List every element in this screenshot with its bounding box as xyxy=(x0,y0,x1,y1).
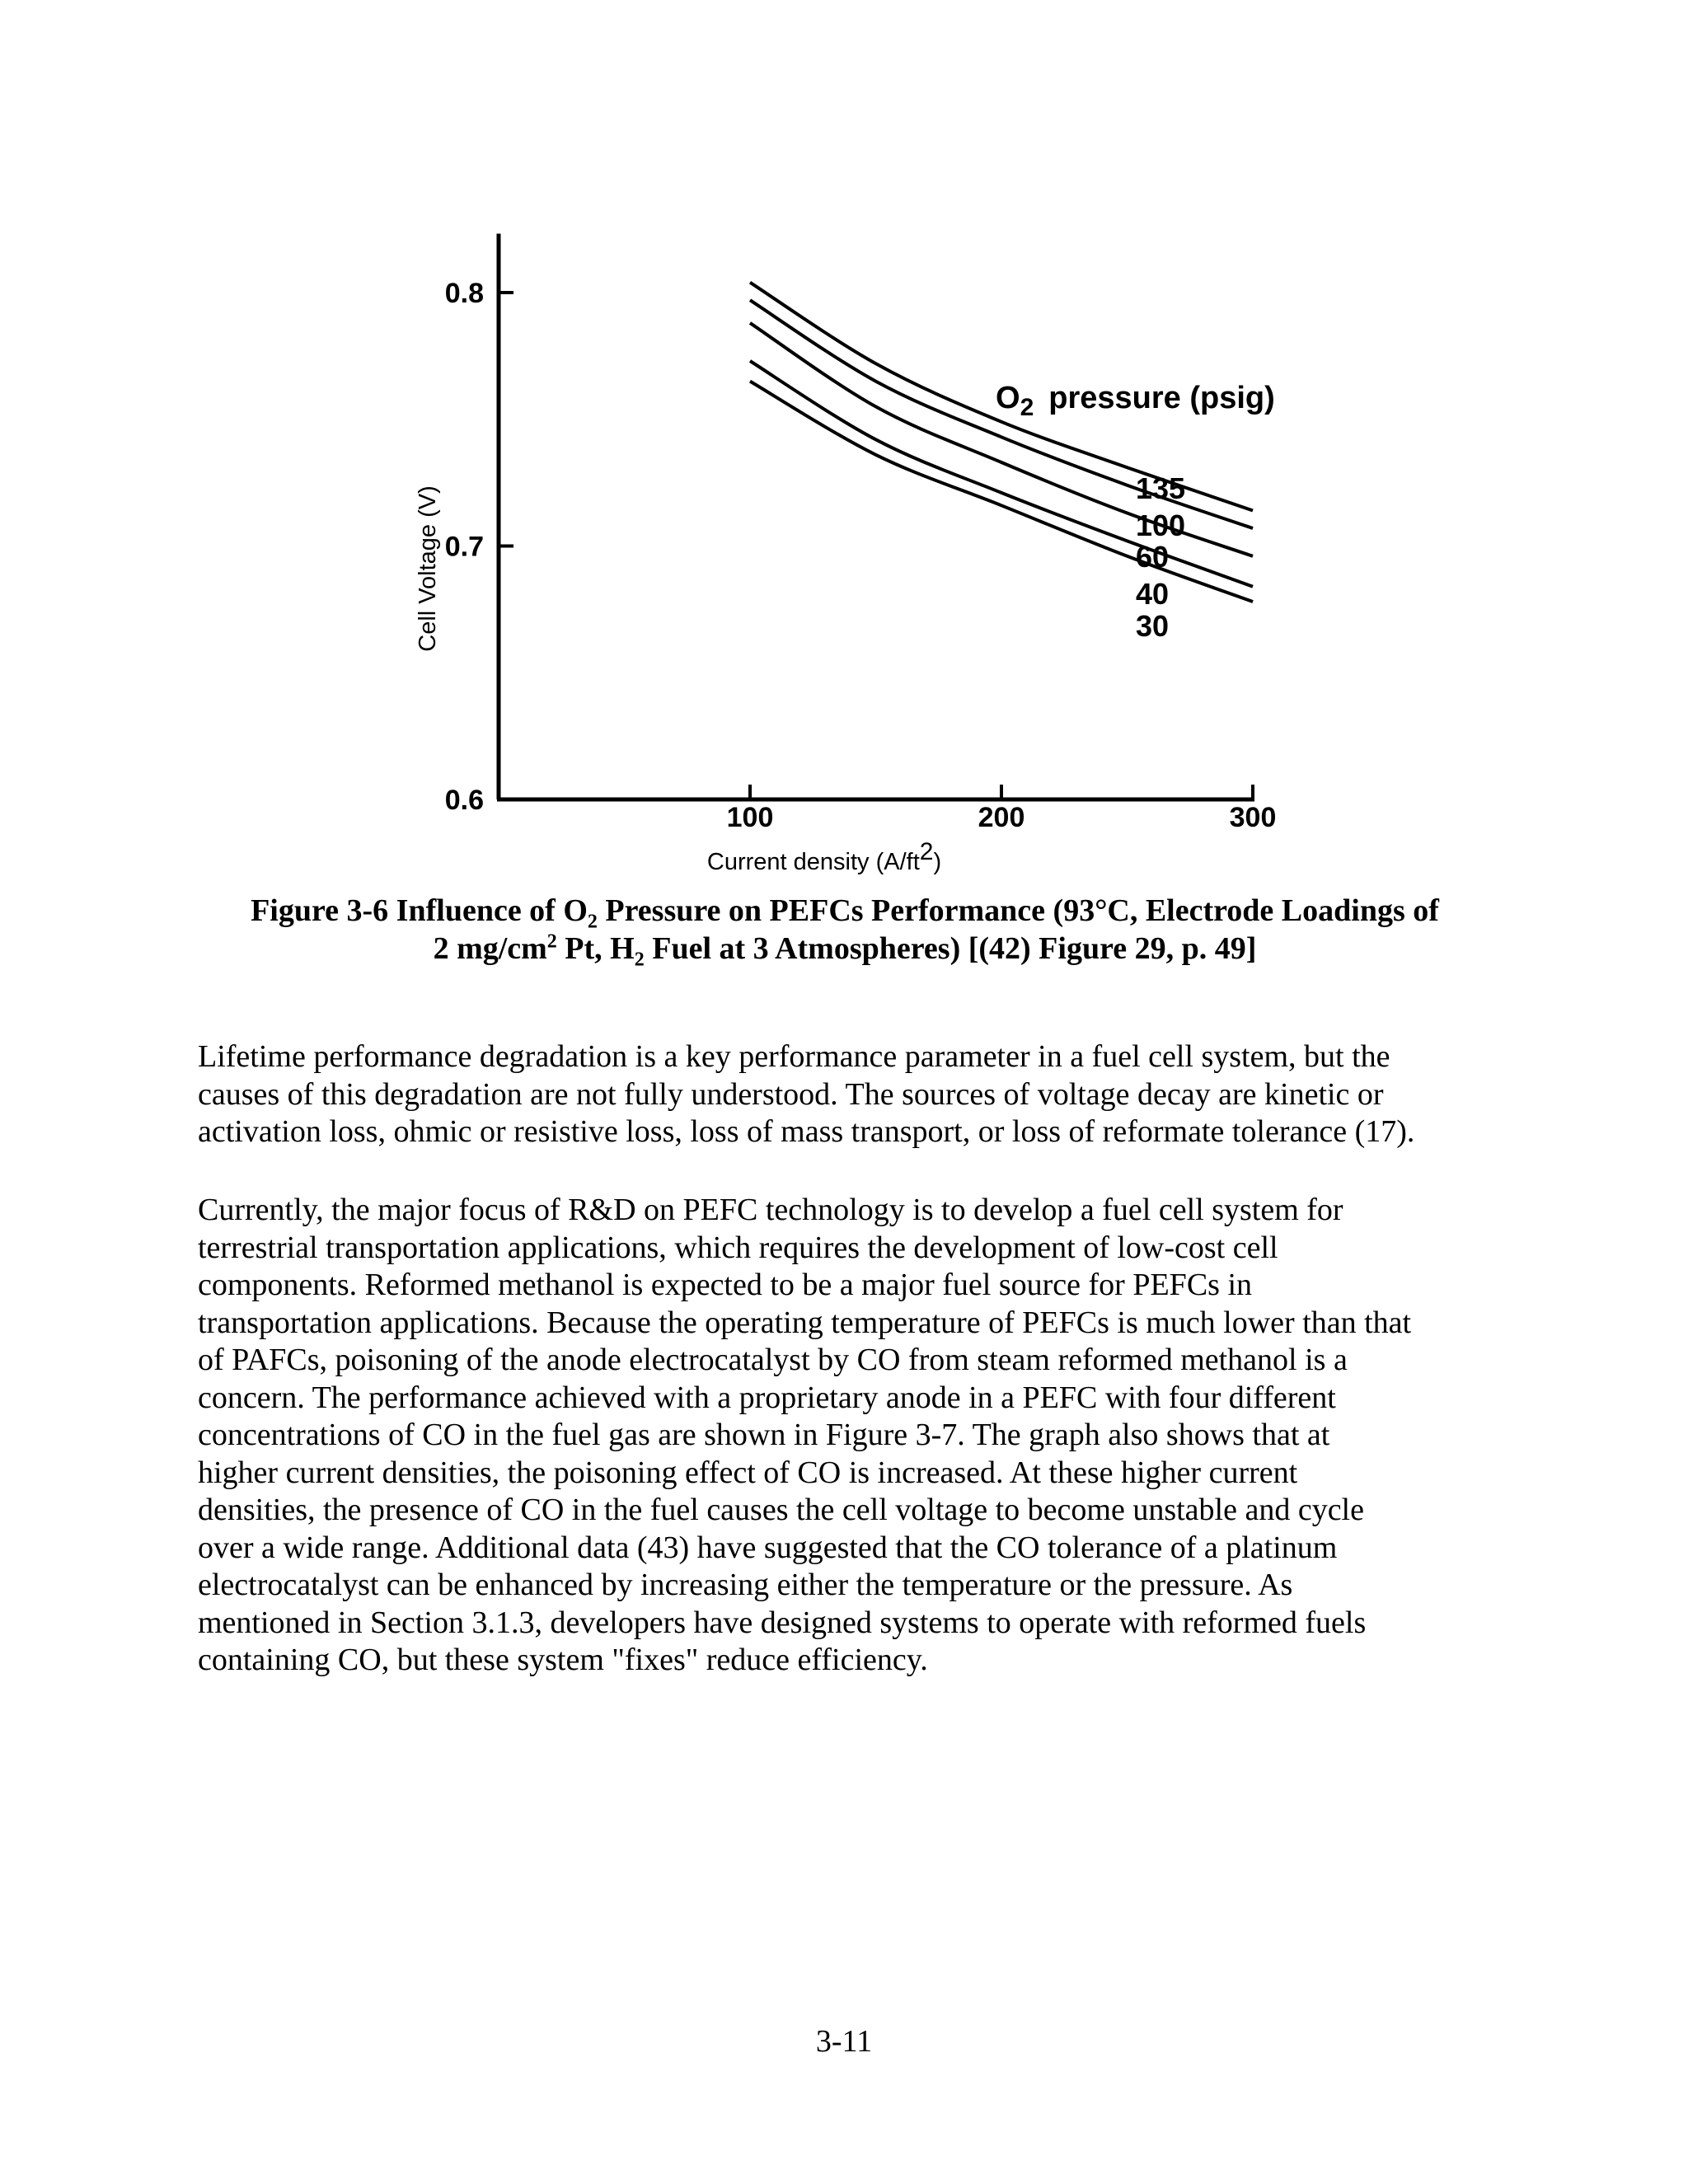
text-line: mentioned in Section 3.1.3, developers have designed systems to operate with reformed fuels xyxy=(198,1605,1367,1640)
text-line: Lifetime performance degradation is a key performance parameter in a fuel cell system, but the xyxy=(198,1039,1390,1074)
x-tick-label: 100 xyxy=(726,802,774,833)
text-line: Currently, the major focus of R&D on PEFC technology is to develop a fuel cell system for xyxy=(198,1193,1343,1227)
series-label-135: 135 xyxy=(1136,471,1186,505)
x-axis-label-close: ) xyxy=(933,849,942,875)
text-line: components. Reformed methanol is expected to be a major fuel source for PEFCs in xyxy=(198,1268,1253,1302)
legend-title-o: O xyxy=(996,381,1020,415)
text-line: causes of this degradation are not fully understood. The sources of voltage decay are kinetic or xyxy=(198,1076,1384,1112)
y-tick-label: 0.6 xyxy=(444,785,484,816)
series-label-30: 30 xyxy=(1136,609,1170,643)
series-label-40: 40 xyxy=(1136,577,1170,611)
text-line: concern. The performance achieved with a proprietary anode in a PEFC with four different xyxy=(198,1380,1336,1415)
paragraph-co-poisoning xyxy=(198,1192,1517,1680)
text-line: higher current densities, the poisoning effect of CO is increased. At these higher current xyxy=(198,1455,1298,1490)
legend-title xyxy=(996,381,1275,421)
x-axis-label-sup: 2 xyxy=(919,838,934,865)
x-axis-label-text: Current density (A/ft xyxy=(706,849,920,875)
caption-line-2: 2 $mg/cm^2$ Pt, $H_2$ Fuel at 3 Atmospheres) [(42) Figure 29, p. 49] xyxy=(433,930,1257,971)
legend-title-rest: pressure (psig) xyxy=(1048,381,1275,415)
y-tick-label: 0.8 xyxy=(444,278,484,309)
y-axis-label: Cell Voltage (V) xyxy=(415,485,441,652)
text-line: electrocatalyst can be enhanced by increasing either the temperature or the pressure. As xyxy=(198,1568,1293,1602)
caption-line-1: Figure 3-6 Influence of $O_2$ Pressure on PEFCs Performance (93°C, Electrode Loadings of xyxy=(251,893,1439,933)
page-number: 3-11 xyxy=(815,2024,873,2059)
text-line: transportation applications. Because the operating temperature of PEFCs is much lower than that xyxy=(198,1305,1412,1340)
series-label-60: 60 xyxy=(1136,540,1170,574)
x-tick-label: 200 xyxy=(978,802,1025,833)
figure-chart xyxy=(0,0,1688,890)
legend-title-sub: 2 xyxy=(1020,394,1034,421)
x-tick-label: 300 xyxy=(1229,802,1277,833)
chart-series xyxy=(750,283,1253,602)
text-line: densities, the presence of CO in the fuel causes the cell voltage to become unstable and cycle xyxy=(198,1493,1364,1527)
x-axis-label xyxy=(707,838,941,875)
text-line: activation loss, ohmic or resistive loss, loss of mass transport, or loss of reformate tolerance (17). xyxy=(198,1114,1415,1149)
series-label-100: 100 xyxy=(1136,509,1186,542)
text-line: of PAFCs, poisoning of the anode electrocatalyst by CO from steam reformed methanol is a xyxy=(198,1343,1348,1377)
chart-labels xyxy=(1136,471,1185,643)
text-line: terrestrial transportation applications, which requires the development of low-cost cell xyxy=(198,1230,1278,1265)
text-line: over a wide range. Additional data (43) have suggested that the CO tolerance of a platinum xyxy=(198,1530,1338,1565)
y-tick-label: 0.7 xyxy=(444,531,484,563)
figure-caption xyxy=(190,892,1500,971)
text-line: concentrations of CO in the fuel gas are shown in Figure 3-7. The graph also shows that at xyxy=(198,1418,1330,1452)
text-line: containing CO, but these system "fixes" reduce efficiency. xyxy=(198,1643,928,1677)
paragraph-degradation xyxy=(198,1038,1517,1151)
